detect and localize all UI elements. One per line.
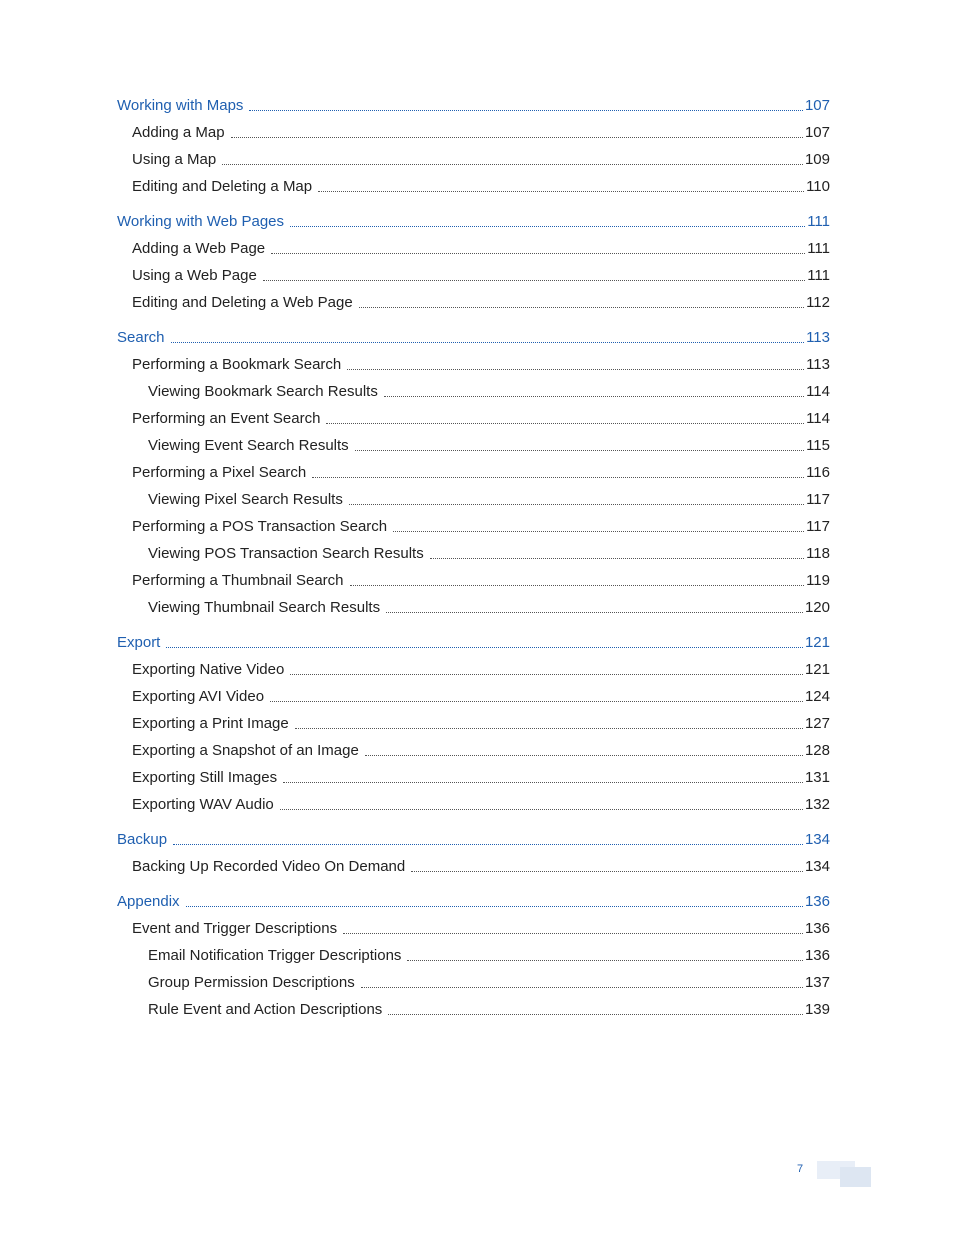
toc-entry-title: Exporting a Print Image	[132, 715, 289, 732]
toc-entry[interactable]	[117, 235, 830, 262]
toc-entry-title: Performing a POS Transaction Search	[132, 518, 388, 535]
toc-entry-title: Editing and Deleting a Map	[132, 178, 313, 195]
toc-entry-title: Adding a Web Page	[132, 240, 266, 257]
toc-entry[interactable]	[117, 432, 830, 459]
dot-leader	[263, 280, 805, 281]
toc-section	[117, 826, 830, 880]
toc-entry[interactable]	[117, 540, 830, 567]
toc-entry-title: Working with Maps	[117, 97, 244, 114]
toc-entry-title: Working with Web Pages	[117, 213, 285, 230]
toc-entry-title: Exporting AVI Video	[132, 688, 265, 705]
dot-leader	[411, 871, 803, 872]
toc-entry-title: Viewing Thumbnail Search Results	[148, 599, 381, 616]
dot-leader	[347, 369, 804, 370]
dot-leader	[166, 647, 803, 648]
dot-leader	[359, 307, 804, 308]
toc-entry-title: Viewing Bookmark Search Results	[148, 383, 378, 400]
toc-section	[117, 324, 830, 621]
toc-entry[interactable]	[117, 262, 830, 289]
toc-entry-page-number: 111	[807, 267, 830, 284]
toc-entry-page-number: 117	[806, 491, 830, 508]
dot-leader	[361, 987, 803, 988]
dot-leader	[384, 396, 804, 397]
toc-section	[117, 888, 830, 1023]
dot-leader	[407, 960, 803, 961]
toc-entry-title: Performing a Thumbnail Search	[132, 572, 344, 589]
toc-entry-title: Search	[117, 329, 165, 346]
toc-entry-page-number: 117	[806, 518, 830, 535]
toc-entry-title: Backup	[117, 831, 168, 848]
toc-entry[interactable]	[117, 378, 830, 405]
toc-entry-title: Viewing POS Transaction Search Results	[148, 545, 424, 562]
dot-leader	[393, 531, 804, 532]
dot-leader	[365, 755, 803, 756]
toc-entry-page-number: 134	[804, 858, 830, 875]
toc-entry-title: Using a Map	[132, 151, 217, 168]
dot-leader	[249, 110, 803, 111]
toc-entry-page-number: 110	[806, 178, 830, 195]
toc-section-entry[interactable]	[117, 888, 830, 915]
toc-entry[interactable]	[117, 996, 830, 1023]
toc-entry-page-number: 127	[804, 715, 830, 732]
dot-leader	[430, 558, 804, 559]
toc-entry-page-number: 111	[807, 213, 830, 230]
toc-entry[interactable]	[117, 942, 830, 969]
toc-entry-title: Group Permission Descriptions	[148, 974, 355, 991]
toc-entry[interactable]	[117, 173, 830, 200]
dot-leader	[186, 906, 803, 907]
toc-entry-page-number: 109	[804, 151, 830, 168]
dot-leader	[231, 137, 803, 138]
toc-section-entry[interactable]	[117, 208, 830, 235]
toc-entry-title: Email Notification Trigger Descriptions	[148, 947, 402, 964]
toc-entry-title: Exporting WAV Audio	[132, 796, 274, 813]
toc-entry-page-number: 115	[806, 437, 830, 454]
toc-entry-page-number: 118	[806, 545, 830, 562]
dot-leader	[280, 809, 803, 810]
toc-entry-page-number: 139	[804, 1001, 830, 1018]
dot-leader	[295, 728, 803, 729]
toc-entry-title: Editing and Deleting a Web Page	[132, 294, 353, 311]
dot-leader	[290, 674, 803, 675]
toc-entry[interactable]	[117, 764, 830, 791]
toc-entry-page-number: 116	[806, 464, 830, 481]
dot-leader	[349, 504, 804, 505]
toc-entry[interactable]	[117, 594, 830, 621]
toc-entry[interactable]	[117, 567, 830, 594]
toc-entry-page-number: 124	[804, 688, 830, 705]
toc-entry-page-number: 111	[807, 240, 830, 257]
toc-section-entry[interactable]	[117, 92, 830, 119]
toc-entry-page-number: 114	[806, 383, 830, 400]
toc-entry-page-number: 136	[804, 947, 830, 964]
toc-entry-page-number: 131	[804, 769, 830, 786]
dot-leader	[318, 191, 804, 192]
dot-leader	[312, 477, 804, 478]
toc-entry-title: Export	[117, 634, 161, 651]
toc-entry-page-number: 113	[806, 329, 830, 346]
dot-leader	[283, 782, 803, 783]
dot-leader	[386, 612, 803, 613]
toc-entry[interactable]	[117, 405, 830, 432]
toc-entry[interactable]	[117, 351, 830, 378]
dot-leader	[388, 1014, 803, 1015]
toc-entry[interactable]	[117, 459, 830, 486]
toc-entry-title: Performing an Event Search	[132, 410, 321, 427]
dot-leader	[173, 844, 803, 845]
toc-section	[117, 92, 830, 200]
toc-entry-title: Performing a Pixel Search	[132, 464, 307, 481]
toc-entry-title: Backing Up Recorded Video On Demand	[132, 858, 406, 875]
toc-entry-page-number: 107	[804, 97, 830, 114]
toc-entry-page-number: 136	[804, 893, 830, 910]
toc-section-entry[interactable]	[117, 826, 830, 853]
toc-entry[interactable]	[117, 969, 830, 996]
toc-entry-page-number: 121	[804, 634, 830, 651]
toc-entry-page-number: 121	[804, 661, 830, 678]
toc-entry-title: Viewing Pixel Search Results	[148, 491, 343, 508]
dot-leader	[270, 701, 803, 702]
toc-section	[117, 208, 830, 316]
dot-leader	[222, 164, 803, 165]
toc-entry[interactable]	[117, 737, 830, 764]
toc-entry[interactable]	[117, 710, 830, 737]
toc-section-entry[interactable]	[117, 629, 830, 656]
toc-entry-title: Viewing Event Search Results	[148, 437, 349, 454]
toc-entry[interactable]	[117, 656, 830, 683]
toc-entry-page-number: 112	[806, 294, 830, 311]
footer-decoration	[840, 1167, 871, 1187]
toc-entry-title: Appendix	[117, 893, 180, 910]
toc-entry[interactable]	[117, 513, 830, 540]
toc-entry-title: Performing a Bookmark Search	[132, 356, 342, 373]
dot-leader	[326, 423, 804, 424]
toc-entry-page-number: 132	[804, 796, 830, 813]
toc-entry-title: Exporting a Snapshot of an Image	[132, 742, 359, 759]
toc-section	[117, 629, 830, 818]
toc-entry[interactable]	[117, 146, 830, 173]
toc-entry[interactable]	[117, 486, 830, 513]
toc-entry-title: Adding a Map	[132, 124, 225, 141]
toc-entry-page-number: 114	[806, 410, 830, 427]
toc-entry[interactable]	[117, 683, 830, 710]
toc-entry-title: Event and Trigger Descriptions	[132, 920, 338, 937]
toc-entry-page-number: 136	[804, 920, 830, 937]
dot-leader	[290, 226, 805, 227]
toc-entry-page-number: 137	[804, 974, 830, 991]
dot-leader	[271, 253, 805, 254]
toc-entry[interactable]	[117, 289, 830, 316]
toc-section-entry[interactable]	[117, 324, 830, 351]
toc-entry[interactable]	[117, 791, 830, 818]
toc-entry[interactable]	[117, 853, 830, 880]
dot-leader	[343, 933, 803, 934]
table-of-contents	[117, 92, 830, 1031]
toc-entry-page-number: 134	[804, 831, 830, 848]
toc-entry-title: Exporting Still Images	[132, 769, 278, 786]
toc-entry-title: Exporting Native Video	[132, 661, 285, 678]
toc-entry-title: Using a Web Page	[132, 267, 257, 284]
toc-entry-title: Rule Event and Action Descriptions	[148, 1001, 383, 1018]
toc-entry-page-number: 120	[804, 599, 830, 616]
toc-entry-page-number: 107	[804, 124, 830, 141]
toc-entry[interactable]	[117, 119, 830, 146]
toc-entry-page-number: 119	[806, 572, 830, 589]
toc-entry-page-number: 128	[804, 742, 830, 759]
toc-entry[interactable]	[117, 915, 830, 942]
toc-entry-page-number: 113	[806, 356, 830, 373]
dot-leader	[350, 585, 805, 586]
dot-leader	[171, 342, 805, 343]
dot-leader	[355, 450, 804, 451]
page-number: 7	[797, 1163, 804, 1175]
